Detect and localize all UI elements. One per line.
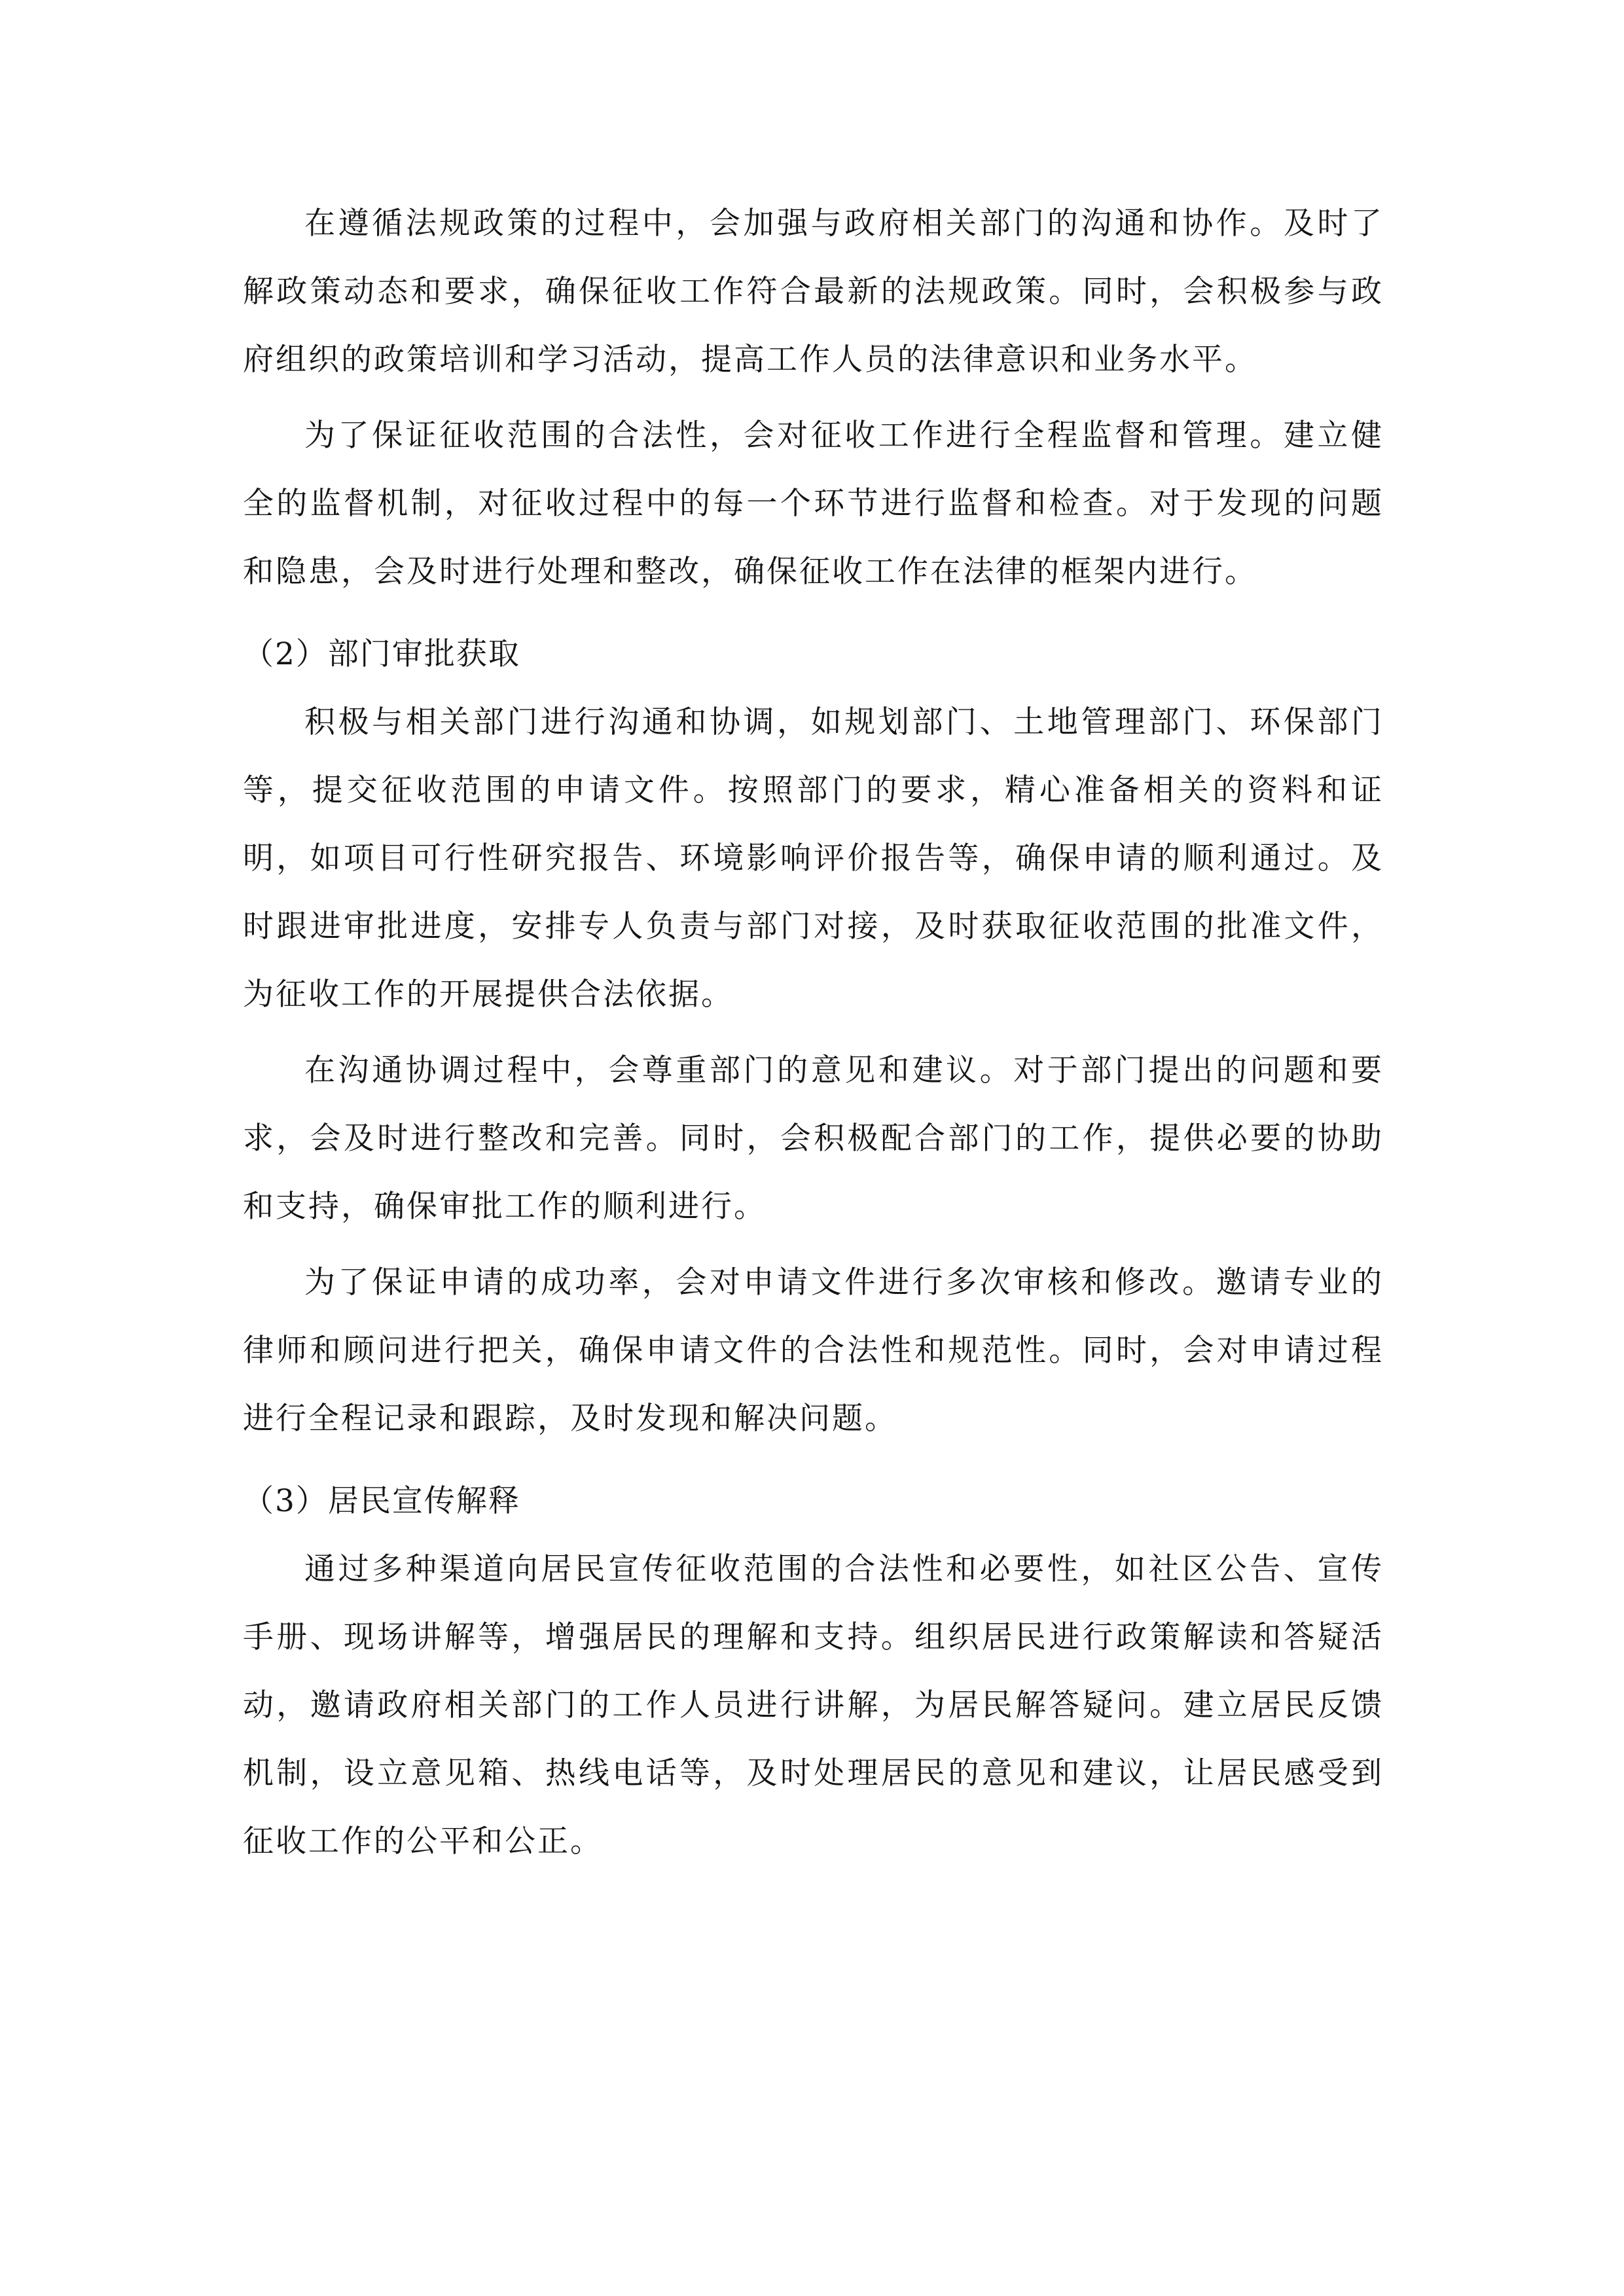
paragraph-application-review: 为了保证申请的成功率，会对申请文件进行多次审核和修改。邀请专业的律师和顾问进行把关，确保申请文件的合法性和规范性。同时，会对申请过程进行全程记录和跟踪，及时发现和解决问题。 bbox=[243, 1265, 1384, 1437]
paragraph-policy-compliance: 在遵循法规政策的过程中，会加强与政府相关部门的沟通和协作。及时了解政策动态和要求，确保征收工作符合最新的法规政策。同时，会积极参与政府组织的政策培训和学习活动，提高工作人员的法律意识和业务水平。 bbox=[243, 206, 1384, 378]
paragraph-communication: 在沟通协调过程中，会尊重部门的意见和建议。对于部门提出的问题和要求，会及时进行整改和完善。同时，会积极配合部门的工作，提供必要的协助和支持，确保审批工作的顺利进行。 bbox=[243, 1052, 1384, 1225]
section-heading-resident-publicity: （3）居民宣传解释 bbox=[243, 1483, 520, 1519]
paragraph-supervision: 为了保证征收范围的合法性，会对征收工作进行全程监督和管理。建立健全的监督机制，对征收过程中的每一个环节进行监督和检查。对于发现的问题和隐患，会及时进行处理和整改，确保征收工作在法律的框架内进行。 bbox=[243, 418, 1384, 590]
paragraph-resident-publicity: 通过多种渠道向居民宣传征收范围的合法性和必要性，如社区公告、宣传手册、现场讲解等，增强居民的理解和支持。组织居民进行政策解读和答疑活动，邀请政府相关部门的工作人员进行讲解，为居民解答疑问。建立居民反馈机制，设立意见箱、热线电话等，及时处理居民的意见和建议，让居民感受到征收工作的公平和公正。 bbox=[243, 1551, 1384, 1859]
document-body bbox=[243, 190, 1384, 1876]
paragraph-department-coordination: 积极与相关部门进行沟通和协调，如规划部门、土地管理部门、环保部门等，提交征收范围的申请文件。按照部门的要求，精心准备相关的资料和证明，如项目可行性研究报告、环境影响评价报告等，确保申请的顺利通过。及时跟进审批进度，安排专人负责与部门对接，及时获取征收范围的批准文件，为征收工作的开展提供合法依据。 bbox=[243, 704, 1384, 1013]
section-heading-department-approval: （2）部门审批获取 bbox=[243, 636, 520, 672]
